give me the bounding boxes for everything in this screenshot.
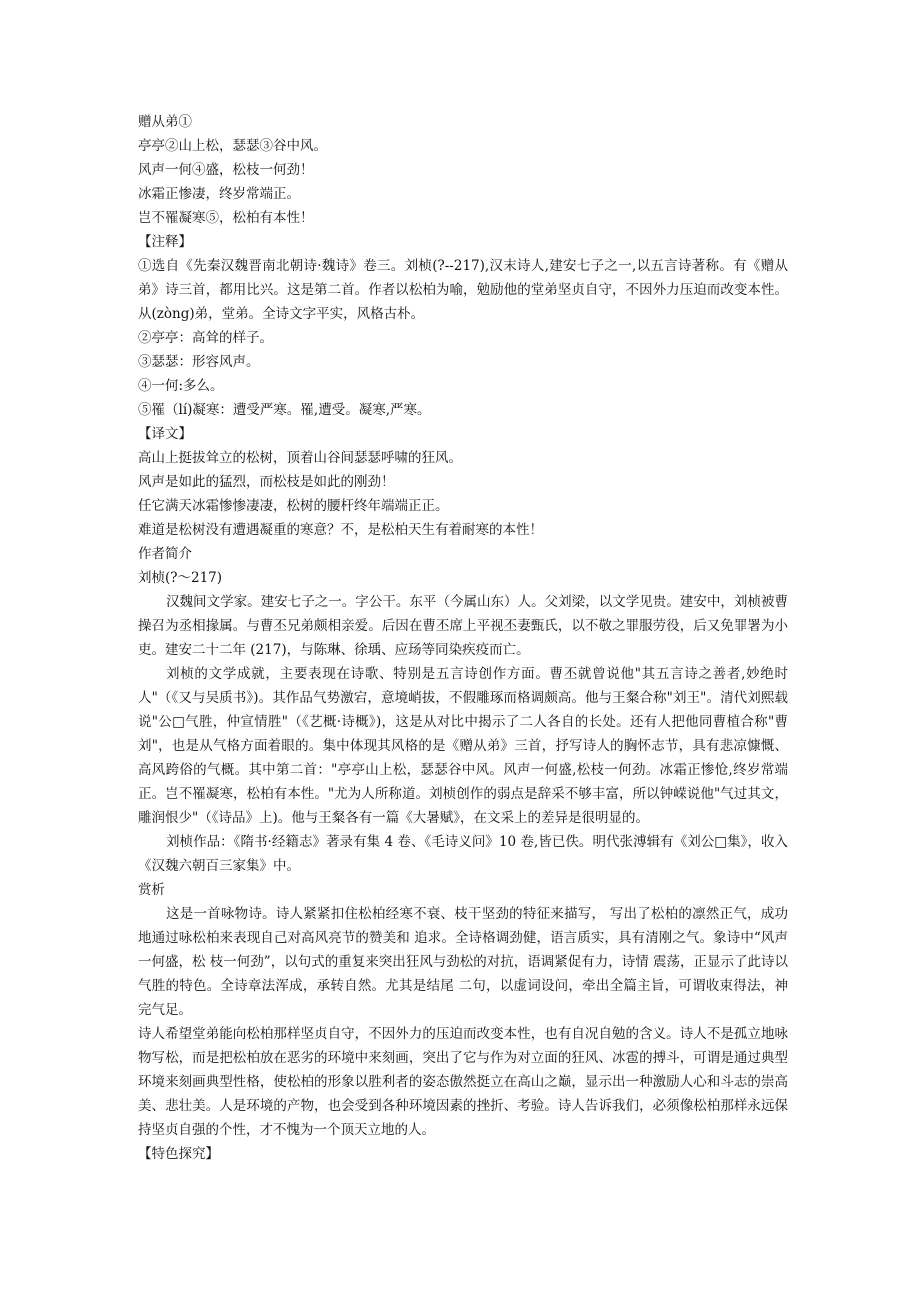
- translation-line: 高山上挺拔耸立的松树，顶着山谷间瑟瑟呼啸的狂风。: [138, 450, 462, 466]
- note-item: ①选自《先秦汉魏晋南北朝诗·魏诗》卷三。刘桢(?--217),汉末诗人,建安七子之一,以五言诗著称。有《赠从弟》诗三首，都用比兴。这是第二首。作者以松柏为喻，勉励他的堂弟坚贞自守，不因外力压迫而改变本性。从(zòng)弟，堂弟。全诗文字平实，风格古朴。: [138, 258, 788, 322]
- author-paragraph: 汉魏间文学家。建安七子之一。字公干。东平（今属山东）人。父刘梁，以文学见贵。建安中，刘桢被曹操召为丞相掾属。与曹丕兄弟颇相亲爱。后因在曹丕席上平视丕妻甄氏，以不敬之罪服劳役，后又免罪署为小吏。建安二十二年 (217)，与陈琳、徐瑀、应玚等同染疾疫而亡。: [138, 594, 788, 658]
- author-paragraph: 刘桢作品：《隋书·经籍志》著录有集 4 卷、《毛诗义问》10 卷,皆已佚。明代张溥辑有《刘公□集》，收入《汉魏六朝百三家集》中。: [138, 834, 788, 874]
- note-item: ③瑟瑟：形容风声。: [138, 354, 260, 370]
- author-heading: 作者简介: [138, 546, 192, 562]
- author-paragraph: 刘桢的文学成就，主要表现在诗歌、特别是五言诗创作方面。曹丕就曾说他"其五言诗之善者,妙绝时人"（《又与吴质书》)。其作品气势激宕，意境峭拔，不假雕琢而格调颇高。他与王粲合称"刘王"。清代刘熙载说"公□气胜，仲宣情胜"（《艺概·诗概》)，这是从对比中揭示了二人各自的长处。还有人把他同曹植合称"曹刘"，也是从气格方面着眼的。集中体现其风格的是《赠从弟》三首，抒写诗人的胸怀志节，具有悲凉慷慨、高风跨俗的气概。其中第二首："亭亭山上松，瑟瑟谷中风。风声一何盛,松枝一何劲。冰霜正惨怆,终岁常端正。岂不罹凝寒，松柏有本性。"尤为人所称道。刘桢创作的弱点是辞采不够丰富，所以钟嵘说他"气过其文，雕润恨少"（《诗品》上)。他与王粲各有一篇《大暑赋》，在文采上的差异是很明显的。: [138, 666, 788, 826]
- appreciation-heading: 赏析: [138, 882, 165, 898]
- notes-heading: 【注释】: [138, 234, 192, 250]
- translation-line: 风声是如此的猛烈，而松枝是如此的刚劲！: [138, 474, 395, 490]
- note-item: ④一何:多么。: [138, 378, 224, 394]
- translation-line: 任它满天冰霜惨惨凄凄，松树的腰杆终年端端正正。: [138, 498, 449, 514]
- poem-line: 风声一何④盛，松枝一何劲！: [138, 162, 314, 178]
- document-page: [138, 110, 788, 1166]
- appreciation-paragraph: 诗人希望堂弟能向松柏那样坚贞自守，不因外力的压迫而改变本性，也有自况自勉的含义。诗人不是孤立地咏物写松，而是把松柏放在恶劣的环境中来刻画，突出了它与作为对立面的狂风、冰雹的搏斗，可谓是通过典型环境来刻画典型性格，使松柏的形象以胜利者的姿态傲然挺立在高山之巅，显示出一种激励人心和斗志的崇高美、悲壮美。人是环境的产物，也会受到各种环境因素的挫折、考验。诗人告诉我们，必须像松柏那样永远保持坚贞自强的个性，才不愧为一个顶天立地的人。: [138, 1026, 788, 1138]
- features-heading: 【特色探究】: [138, 1146, 219, 1162]
- poem-line: 岂不罹凝寒⑤，松柏有本性！: [138, 210, 314, 226]
- note-item: ⑤罹（lí)凝寒：遭受严寒。罹,遭受。凝寒,严寒。: [138, 402, 431, 418]
- appreciation-paragraph: 这是一首咏物诗。诗人紧紧扣住松柏经寒不衰、枝干坚劲的特征来描写， 写出了松柏的凛然正气，成功地通过咏松柏来表现自己对高风亮节的赞美和 追求。全诗格调劲健，语言质实，具有清刚之气。象诗中“风声一何盛，松 枝一何劲”，以句式的重复来突出狂风与劲松的对抗，语调紧促有力，诗情 震荡，正显示了此诗以气胜的特色。全诗章法浑成，承转自然。尤其是结尾 二句，以虚词设问，牵出全篇主旨，可谓收束得法，神完气足。: [138, 906, 788, 1018]
- note-item: ②亭亭：高耸的样子。: [138, 330, 273, 346]
- translation-heading: 【译文】: [138, 426, 192, 442]
- author-name: 刘桢(?～217): [138, 570, 223, 586]
- poem-line: 亭亭②山上松，瑟瑟③谷中风。: [138, 138, 327, 154]
- poem-title: 赠从弟①: [138, 114, 192, 130]
- translation-line: 难道是松树没有遭遇凝重的寒意？不，是松柏天生有着耐寒的本性！: [138, 522, 543, 538]
- poem-line: 冰霜正惨凄，终岁常端正。: [138, 186, 300, 202]
